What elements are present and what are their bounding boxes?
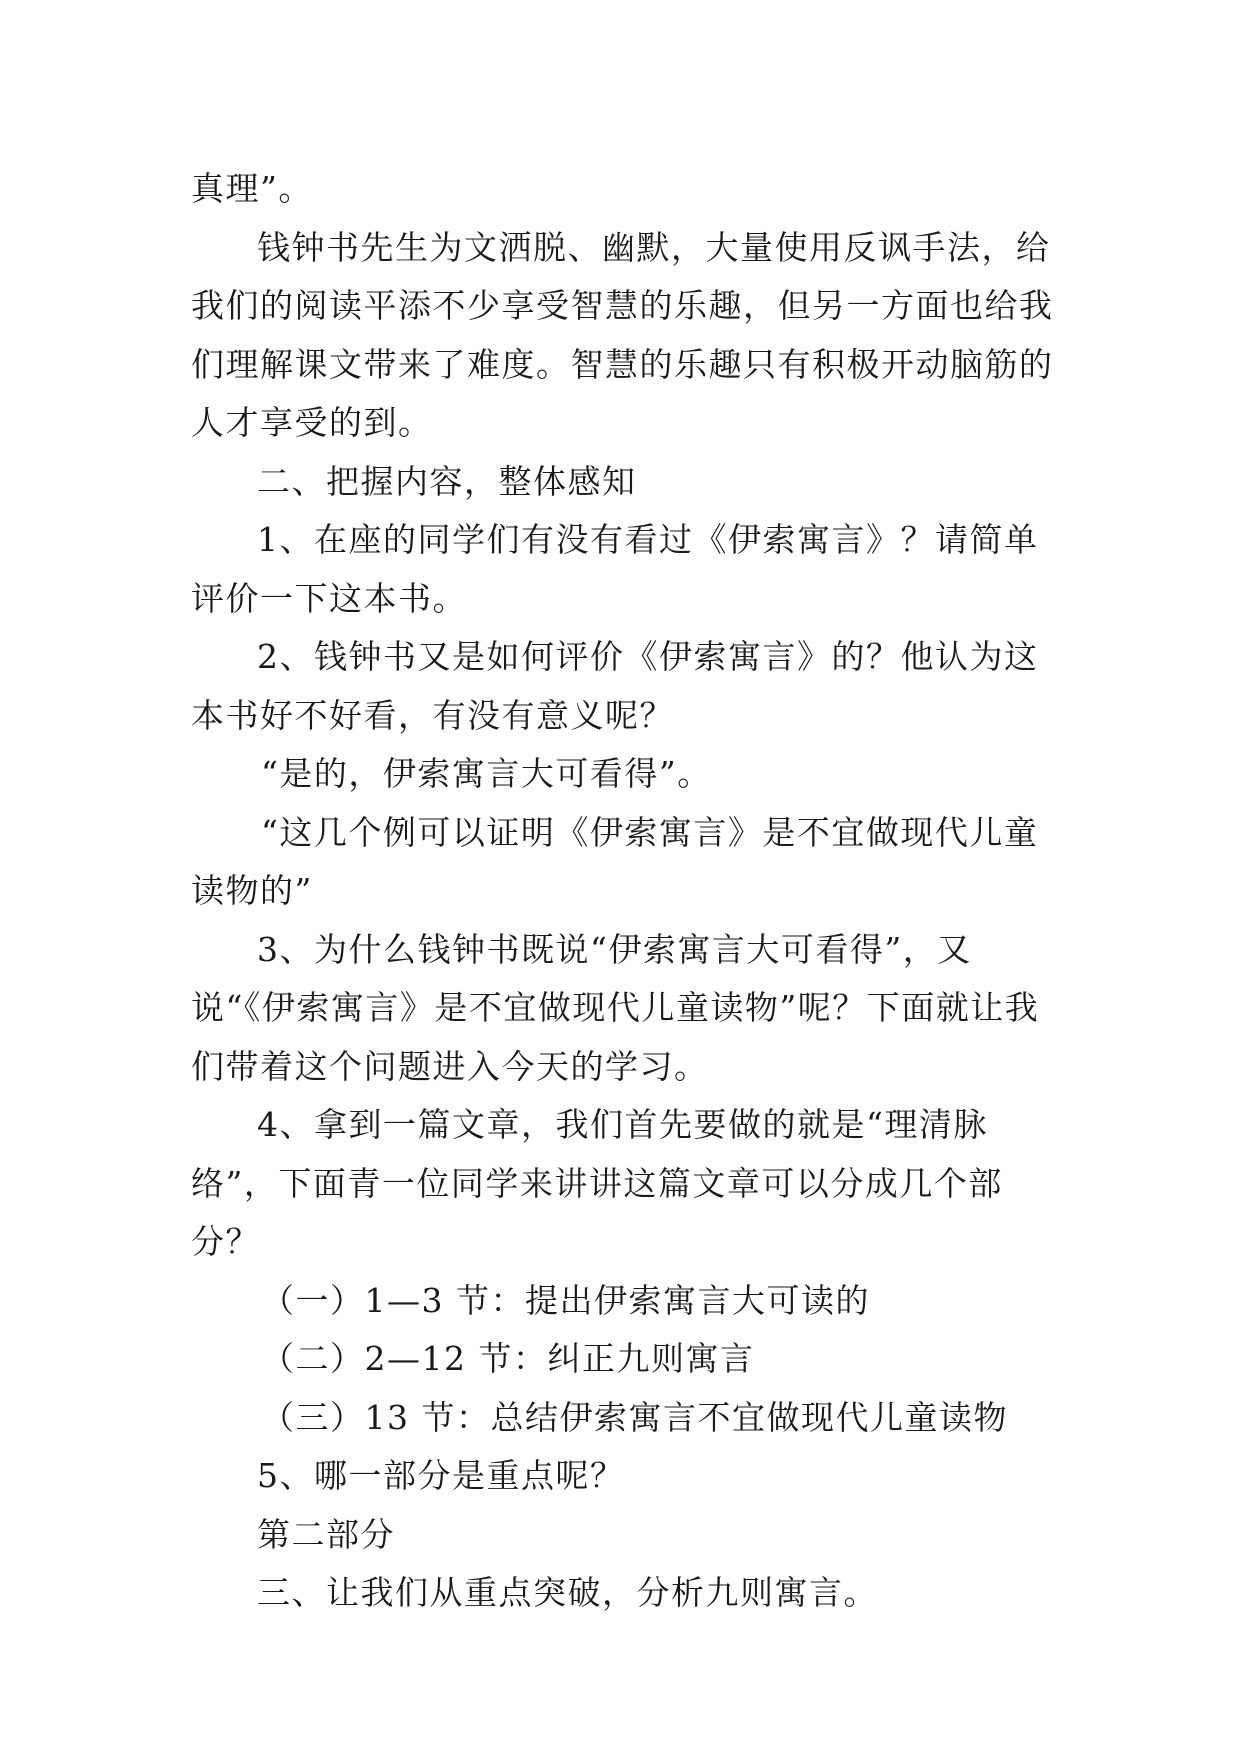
question-3: 3、为什么钱钟书既说“伊索寓言大可看得”，又说“《伊索寓言》是不宜做现代儿童读物”呢？下面就让我们带着这个问题进入今天的学习。: [191, 929, 1040, 1086]
paragraph-continuation: 真理”。: [191, 169, 313, 208]
quote-1: “是的，伊索寓言大可看得”。: [261, 754, 712, 793]
question-1: 1、在座的同学们有没有看过《伊索寓言》？请简单评价一下这本书。: [191, 520, 1039, 618]
question-2: 2、钱钟书又是如何评价《伊索寓言》的？他认为这本书好不好看，有没有意义呢？: [191, 637, 1039, 735]
section-heading-3: 三、让我们从重点突破，分析九则寓言。: [257, 1573, 878, 1612]
answer-part-2: 第二部分: [257, 1514, 395, 1554]
outline-part-1: （一）1—3 节：提出伊索寓言大可读的: [261, 1280, 870, 1320]
document-body: [191, 160, 1071, 1623]
paragraph-intro: 钱钟书先生为文洒脱、幽默，大量使用反讽手法，给我们的阅读平添不少享受智慧的乐趣，但另一方面也给我们理解课文带来了难度。智慧的乐趣只有积极开动脑筋的人才享受的到。: [191, 227, 1054, 442]
outline-part-3: （三）13 节：总结伊索寓言不宜做现代儿童读物: [261, 1397, 1008, 1437]
quote-2: “这几个例可以证明《伊索寓言》是不宜做现代儿童读物的”: [191, 812, 1039, 910]
question-5: 5、哪一部分是重点呢？: [257, 1456, 625, 1495]
section-heading-2: 二、把握内容，整体感知: [257, 461, 637, 501]
outline-part-2: （二）2—12 节：纠正九则寓言: [261, 1339, 755, 1378]
question-4: 4、拿到一篇文章，我们首先要做的就是“理清脉络”，下面青一位同学来讲讲这篇文章可以分成几个部分？: [191, 1105, 1003, 1261]
